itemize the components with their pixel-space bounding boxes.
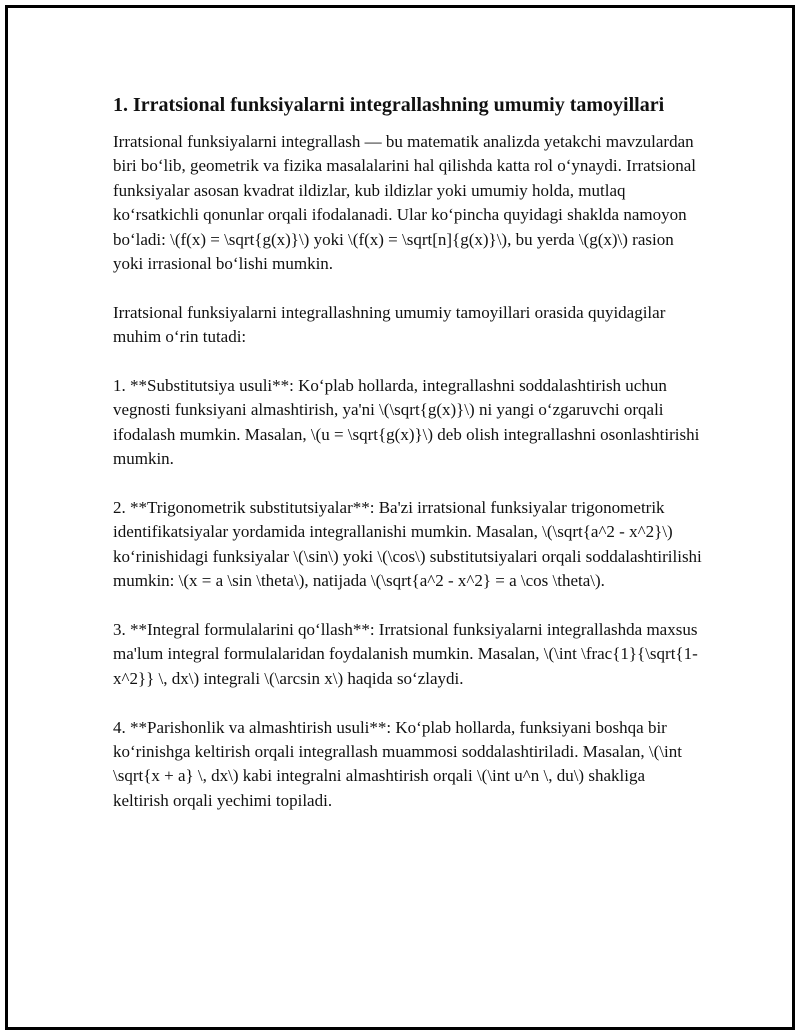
section-heading: 1. Irratsional funksiyalarni integrallashning umumiy tamoyillari	[113, 94, 665, 116]
transformation-method-paragraph: 4. **Parishonlik va almashtirish usuli**: Ko‘plab hollarda, funksiyani boshqa bir ko‘rinishga keltirish orqali integrallash muammosi soddalashtiriladi. Masalan, \(\int \sqrt{x + a} \, dx\) kabi integralni almashtirish orqali \(\int u^n \, du\) shakliga keltirish orqali yechimi topiladi.	[113, 717, 682, 810]
principles-intro-paragraph: Irratsional funksiyalarni integrallashning umumiy tamoyillari orasida quyidagilar muhim o‘rin tutadi:	[113, 302, 666, 347]
substitution-method-paragraph: 1. **Substitutsiya usuli**: Ko‘plab hollarda, integrallashni soddalashtirish uchun vegnosti funksiyani almashtirish, ya'ni \(\sqrt{g(x)}\) ni yangi o‘zgaruvchi orqali ifodalash mumkin. Masalan, \(u = \sqrt{g(x)}\) deb olish integrallashni osonlashtirishi mumkin.	[113, 376, 700, 469]
intro-paragraph: Irratsional funksiyalarni integrallash — bu matematik analizda yetakchi mavzulardan biri bo‘lib, geometrik va fizika masalalarini hal qilishda katta rol o‘ynaydi. Irratsional funksiyalar asosan kvadrat ildizlar, kub ildizlar yoki umumiy holda, mutlaq ko‘rsatkichli qonunlar orqali ifodalanadi. Ular ko‘pincha quyidagi shaklda namoyon bo‘ladi: \(f(x) = \sqrt{g(x)}\) yoki \(f(x) = \sqrt[n]{g(x)}\), bu yerda \(g(x)\) rasion yoki irrasional bo‘lishi mumkin.	[113, 132, 697, 274]
document-body	[113, 93, 703, 838]
trigonometric-substitution-paragraph: 2. **Trigonometrik substitutsiyalar**: Ba'zi irratsional funksiyalar trigonometrik identifikatsiyalar yordamida integrallanishi mumkin. Masalan, \(\sqrt{a^2 - x^2}\) ko‘rinishidagi funksiyalar \(\sin\) yoki \(\cos\) substitutsiyalari orqali soddalashtirilishi mumkin: \(x = a \sin \theta\), natijada \(\sqrt{a^2 - x^2} = a \cos \theta\).	[113, 498, 702, 591]
integral-formulas-paragraph: 3. **Integral formulalarini qo‘llash**: Irratsional funksiyalarni integrallashda maxsus ma'lum integral formulalaridan foydalanish mumkin. Masalan, \(\int \frac{1}{\sqrt{1-x^2}} \, dx\) integrali \(\arcsin x\) haqida so‘zlaydi.	[113, 620, 698, 688]
